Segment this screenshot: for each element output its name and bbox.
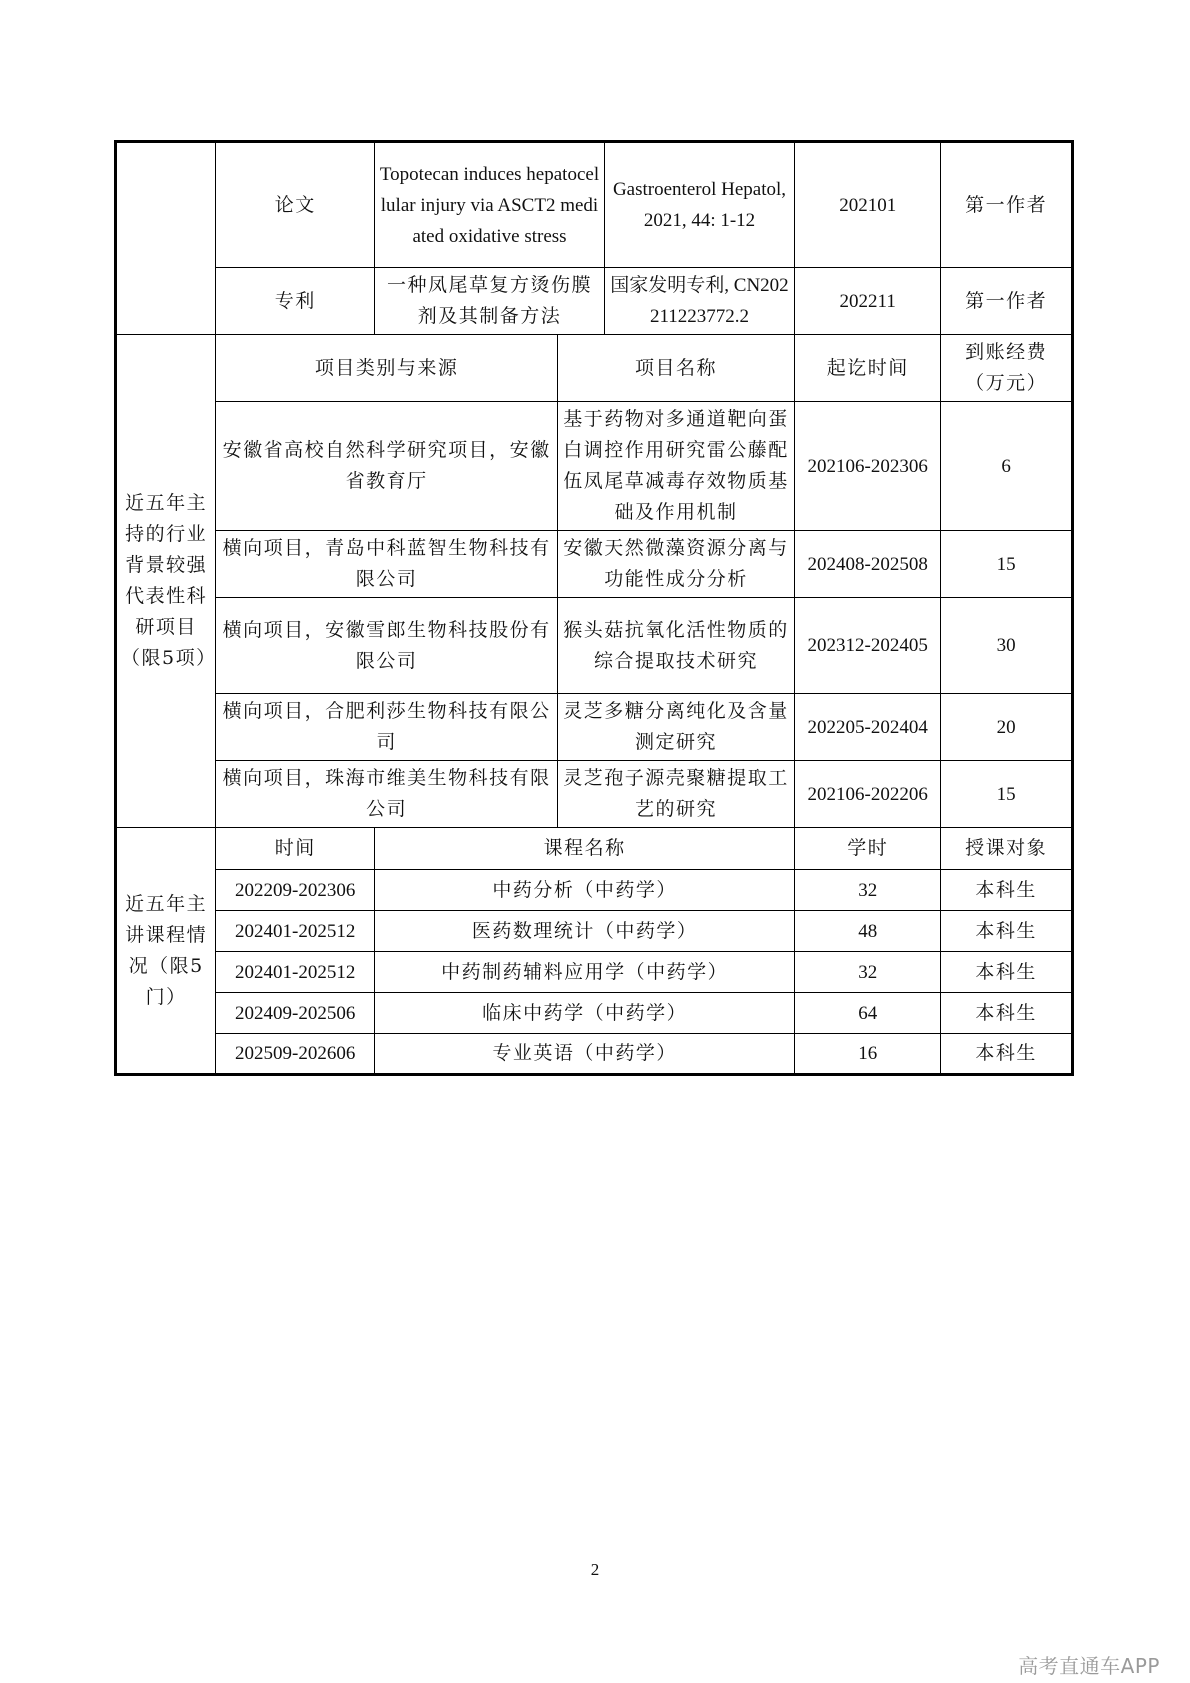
project-header-period: 起讫时间 xyxy=(795,335,941,402)
project-header-category: 项目类别与来源 xyxy=(216,335,558,402)
publication-row xyxy=(116,142,1073,268)
publication-title: 一种凤尾草复方烫伤膜剂及其制备方法 xyxy=(375,268,605,335)
publication-source: 国家发明专利, CN202211223772.2 xyxy=(604,268,794,335)
project-row xyxy=(116,694,1073,761)
publication-role: 第一作者 xyxy=(941,268,1073,335)
course-audience: 本科生 xyxy=(941,911,1073,952)
course-header-name: 课程名称 xyxy=(375,828,795,870)
publication-role: 第一作者 xyxy=(941,142,1073,268)
publication-type: 专利 xyxy=(216,268,375,335)
course-name: 专业英语（中药学） xyxy=(375,1034,795,1075)
course-audience: 本科生 xyxy=(941,870,1073,911)
project-funding: 20 xyxy=(941,694,1073,761)
course-header-audience: 授课对象 xyxy=(941,828,1073,870)
project-period: 202312-202405 xyxy=(795,598,941,694)
course-section-label: 近五年主讲课程情况（限5门） xyxy=(116,828,216,1075)
project-funding: 15 xyxy=(941,531,1073,598)
course-name: 中药分析（中药学） xyxy=(375,870,795,911)
project-period: 202106-202206 xyxy=(795,761,941,828)
resume-table xyxy=(114,140,1074,1076)
course-audience: 本科生 xyxy=(941,1034,1073,1075)
course-hours: 64 xyxy=(795,993,941,1034)
publication-date: 202101 xyxy=(795,142,941,268)
project-period: 202408-202508 xyxy=(795,531,941,598)
project-funding: 15 xyxy=(941,761,1073,828)
project-category: 横向项目，安徽雪郎生物科技股份有限公司 xyxy=(216,598,558,694)
project-header-name: 项目名称 xyxy=(557,335,794,402)
project-funding: 30 xyxy=(941,598,1073,694)
course-time: 202401-202512 xyxy=(216,952,375,993)
project-period: 202205-202404 xyxy=(795,694,941,761)
project-name: 猴头菇抗氧化活性物质的综合提取技术研究 xyxy=(557,598,794,694)
course-time: 202509-202606 xyxy=(216,1034,375,1075)
course-row xyxy=(116,993,1073,1034)
publication-type: 论文 xyxy=(216,142,375,268)
course-header-row xyxy=(116,828,1073,870)
course-row xyxy=(116,911,1073,952)
project-category: 安徽省高校自然科学研究项目，安徽省教育厅 xyxy=(216,402,558,531)
project-category: 横向项目，珠海市维美生物科技有限公司 xyxy=(216,761,558,828)
project-header-row xyxy=(116,335,1073,402)
course-row xyxy=(116,1034,1073,1075)
project-funding: 6 xyxy=(941,402,1073,531)
course-audience: 本科生 xyxy=(941,952,1073,993)
page-number: 2 xyxy=(590,1560,600,1579)
project-name: 安徽天然微藻资源分离与功能性成分分析 xyxy=(557,531,794,598)
course-time: 202409-202506 xyxy=(216,993,375,1034)
publication-section-label xyxy=(116,142,216,335)
course-time: 202209-202306 xyxy=(216,870,375,911)
course-row xyxy=(116,870,1073,911)
project-name: 灵芝孢子源壳聚糖提取工艺的研究 xyxy=(557,761,794,828)
course-header-time: 时间 xyxy=(216,828,375,870)
project-name: 基于药物对多通道靶向蛋白调控作用研究雷公藤配伍凤尾草减毒存效物质基础及作用机制 xyxy=(557,402,794,531)
publication-row xyxy=(116,268,1073,335)
course-hours: 32 xyxy=(795,870,941,911)
project-name: 灵芝多糖分离纯化及含量测定研究 xyxy=(557,694,794,761)
project-row xyxy=(116,598,1073,694)
project-row xyxy=(116,531,1073,598)
project-section-label: 近五年主持的行业背景较强代表性科研项目（限5项） xyxy=(116,335,216,828)
course-row xyxy=(116,952,1073,993)
project-period: 202106-202306 xyxy=(795,402,941,531)
course-header-hours: 学时 xyxy=(795,828,941,870)
course-hours: 16 xyxy=(795,1034,941,1075)
project-row xyxy=(116,402,1073,531)
course-name: 临床中药学（中药学） xyxy=(375,993,795,1034)
course-hours: 48 xyxy=(795,911,941,952)
project-category: 横向项目，青岛中科蓝智生物科技有限公司 xyxy=(216,531,558,598)
project-category: 横向项目，合肥利莎生物科技有限公司 xyxy=(216,694,558,761)
course-time: 202401-202512 xyxy=(216,911,375,952)
publication-source: Gastroenterol Hepatol, 2021, 44: 1-12 xyxy=(604,142,794,268)
watermark-text: 高考直通车APP xyxy=(1018,1654,1160,1678)
course-audience: 本科生 xyxy=(941,993,1073,1034)
project-row xyxy=(116,761,1073,828)
publication-title: Topotecan induces hepatocellular injury via ASCT2 mediated oxidative stress xyxy=(375,142,605,268)
publication-date: 202211 xyxy=(795,268,941,335)
course-name: 中药制药辅料应用学（中药学） xyxy=(375,952,795,993)
project-header-funding: 到账经费（万元） xyxy=(941,335,1073,402)
course-name: 医药数理统计（中药学） xyxy=(375,911,795,952)
course-hours: 32 xyxy=(795,952,941,993)
